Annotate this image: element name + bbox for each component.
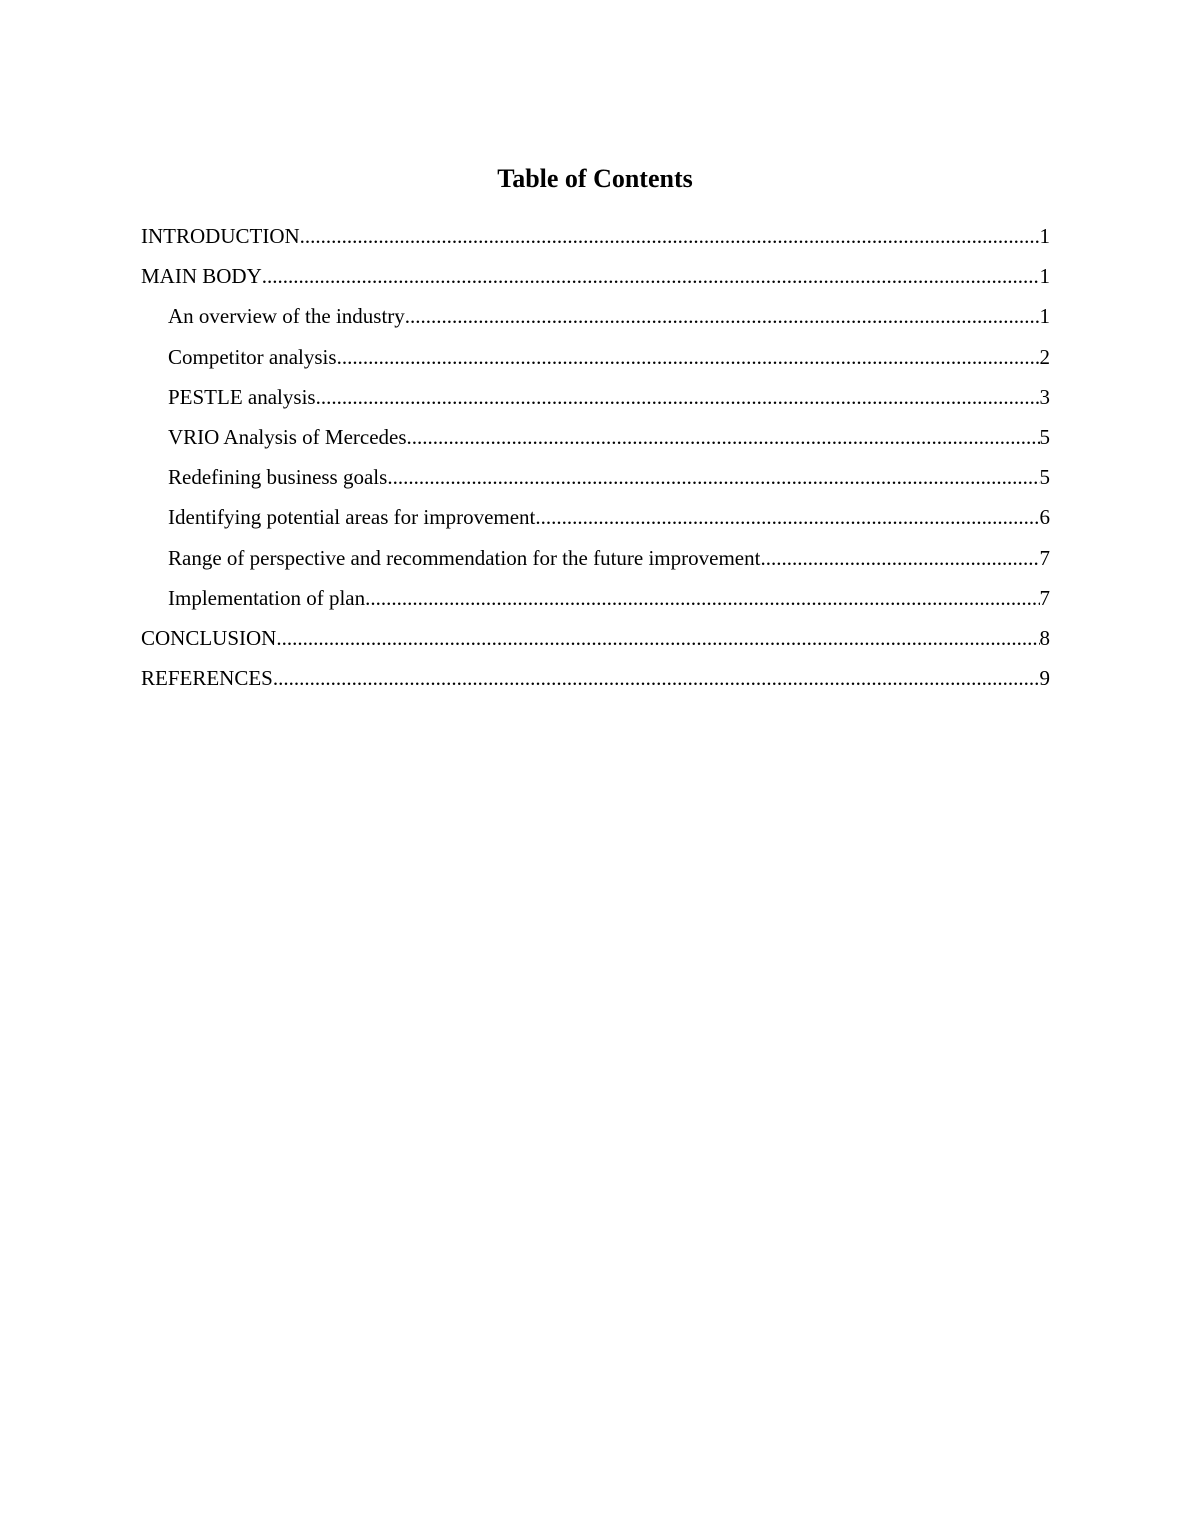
toc-leader-dots: [273, 662, 1040, 694]
toc-leader-dots: [337, 341, 1040, 373]
toc-list: [141, 220, 1050, 702]
toc-entry-text: INTRODUCTION: [141, 224, 300, 248]
toc-entry-competitor-analysis[interactable]: [141, 341, 1050, 381]
toc-entry-text: MAIN BODY: [141, 264, 262, 289]
toc-page-number: 7: [1039, 585, 1050, 610]
toc-leader-dots: [405, 300, 1040, 332]
toc-entry-text: Redefining business goals: [168, 465, 388, 490]
toc-page-number: 1: [1039, 264, 1050, 289]
toc-entry-vrio-analysis[interactable]: [141, 421, 1050, 461]
toc-entry-text: PESTLE analysis: [168, 384, 316, 409]
toc-entry-conclusion[interactable]: [141, 622, 1050, 662]
toc-page-number: 2: [1039, 344, 1050, 369]
toc-page-number: 7: [1039, 545, 1050, 570]
toc-page-number: 3: [1039, 384, 1050, 409]
toc-leader-dots: [300, 220, 1040, 252]
toc-leader-dots: [387, 461, 1039, 493]
toc-page-number: 9: [1039, 666, 1050, 691]
toc-leader-dots: [262, 260, 1040, 292]
toc-entry-references[interactable]: [141, 662, 1050, 702]
toc-entry-main-body[interactable]: [141, 260, 1050, 300]
toc-leader-dots: [535, 501, 1039, 533]
toc-entry-introduction[interactable]: [141, 220, 1050, 260]
toc-page-number: 6: [1039, 505, 1050, 530]
toc-entry-business-goals[interactable]: [141, 461, 1050, 501]
toc-entry-text: An overview of the industry: [168, 304, 405, 329]
toc-leader-dots: [365, 582, 1039, 614]
toc-entry-implementation[interactable]: [141, 582, 1050, 622]
toc-entry-recommendations[interactable]: [141, 542, 1050, 582]
toc-entry-text: Implementation of plan: [168, 585, 366, 610]
toc-leader-dots: [316, 381, 1040, 413]
toc-entry-text: Competitor analysis: [168, 344, 337, 369]
toc-leader-dots: [760, 542, 1039, 574]
toc-page-number: 5: [1039, 465, 1050, 490]
toc-page-number: 1: [1039, 304, 1050, 329]
toc-page-number: 8: [1039, 625, 1050, 650]
toc-entry-text: Range of perspective and recommendation for the future improvement: [168, 545, 761, 570]
toc-entry-text: REFERENCES: [141, 666, 273, 691]
toc-leader-dots: [407, 421, 1040, 453]
toc-page-number: 5: [1039, 424, 1050, 449]
toc-page-number: 1: [1039, 224, 1050, 248]
toc-entry-text: VRIO Analysis of Mercedes: [168, 424, 407, 449]
toc-leader-dots: [276, 622, 1039, 654]
toc-title: Table of Contents: [497, 164, 693, 193]
toc-entry-pestle-analysis[interactable]: [141, 381, 1050, 421]
toc-entry-improvement-areas[interactable]: [141, 501, 1050, 541]
toc-entry-text: CONCLUSION: [141, 625, 277, 650]
toc-entry-industry-overview[interactable]: [141, 300, 1050, 340]
toc-entry-text: Identifying potential areas for improvement: [168, 505, 536, 530]
